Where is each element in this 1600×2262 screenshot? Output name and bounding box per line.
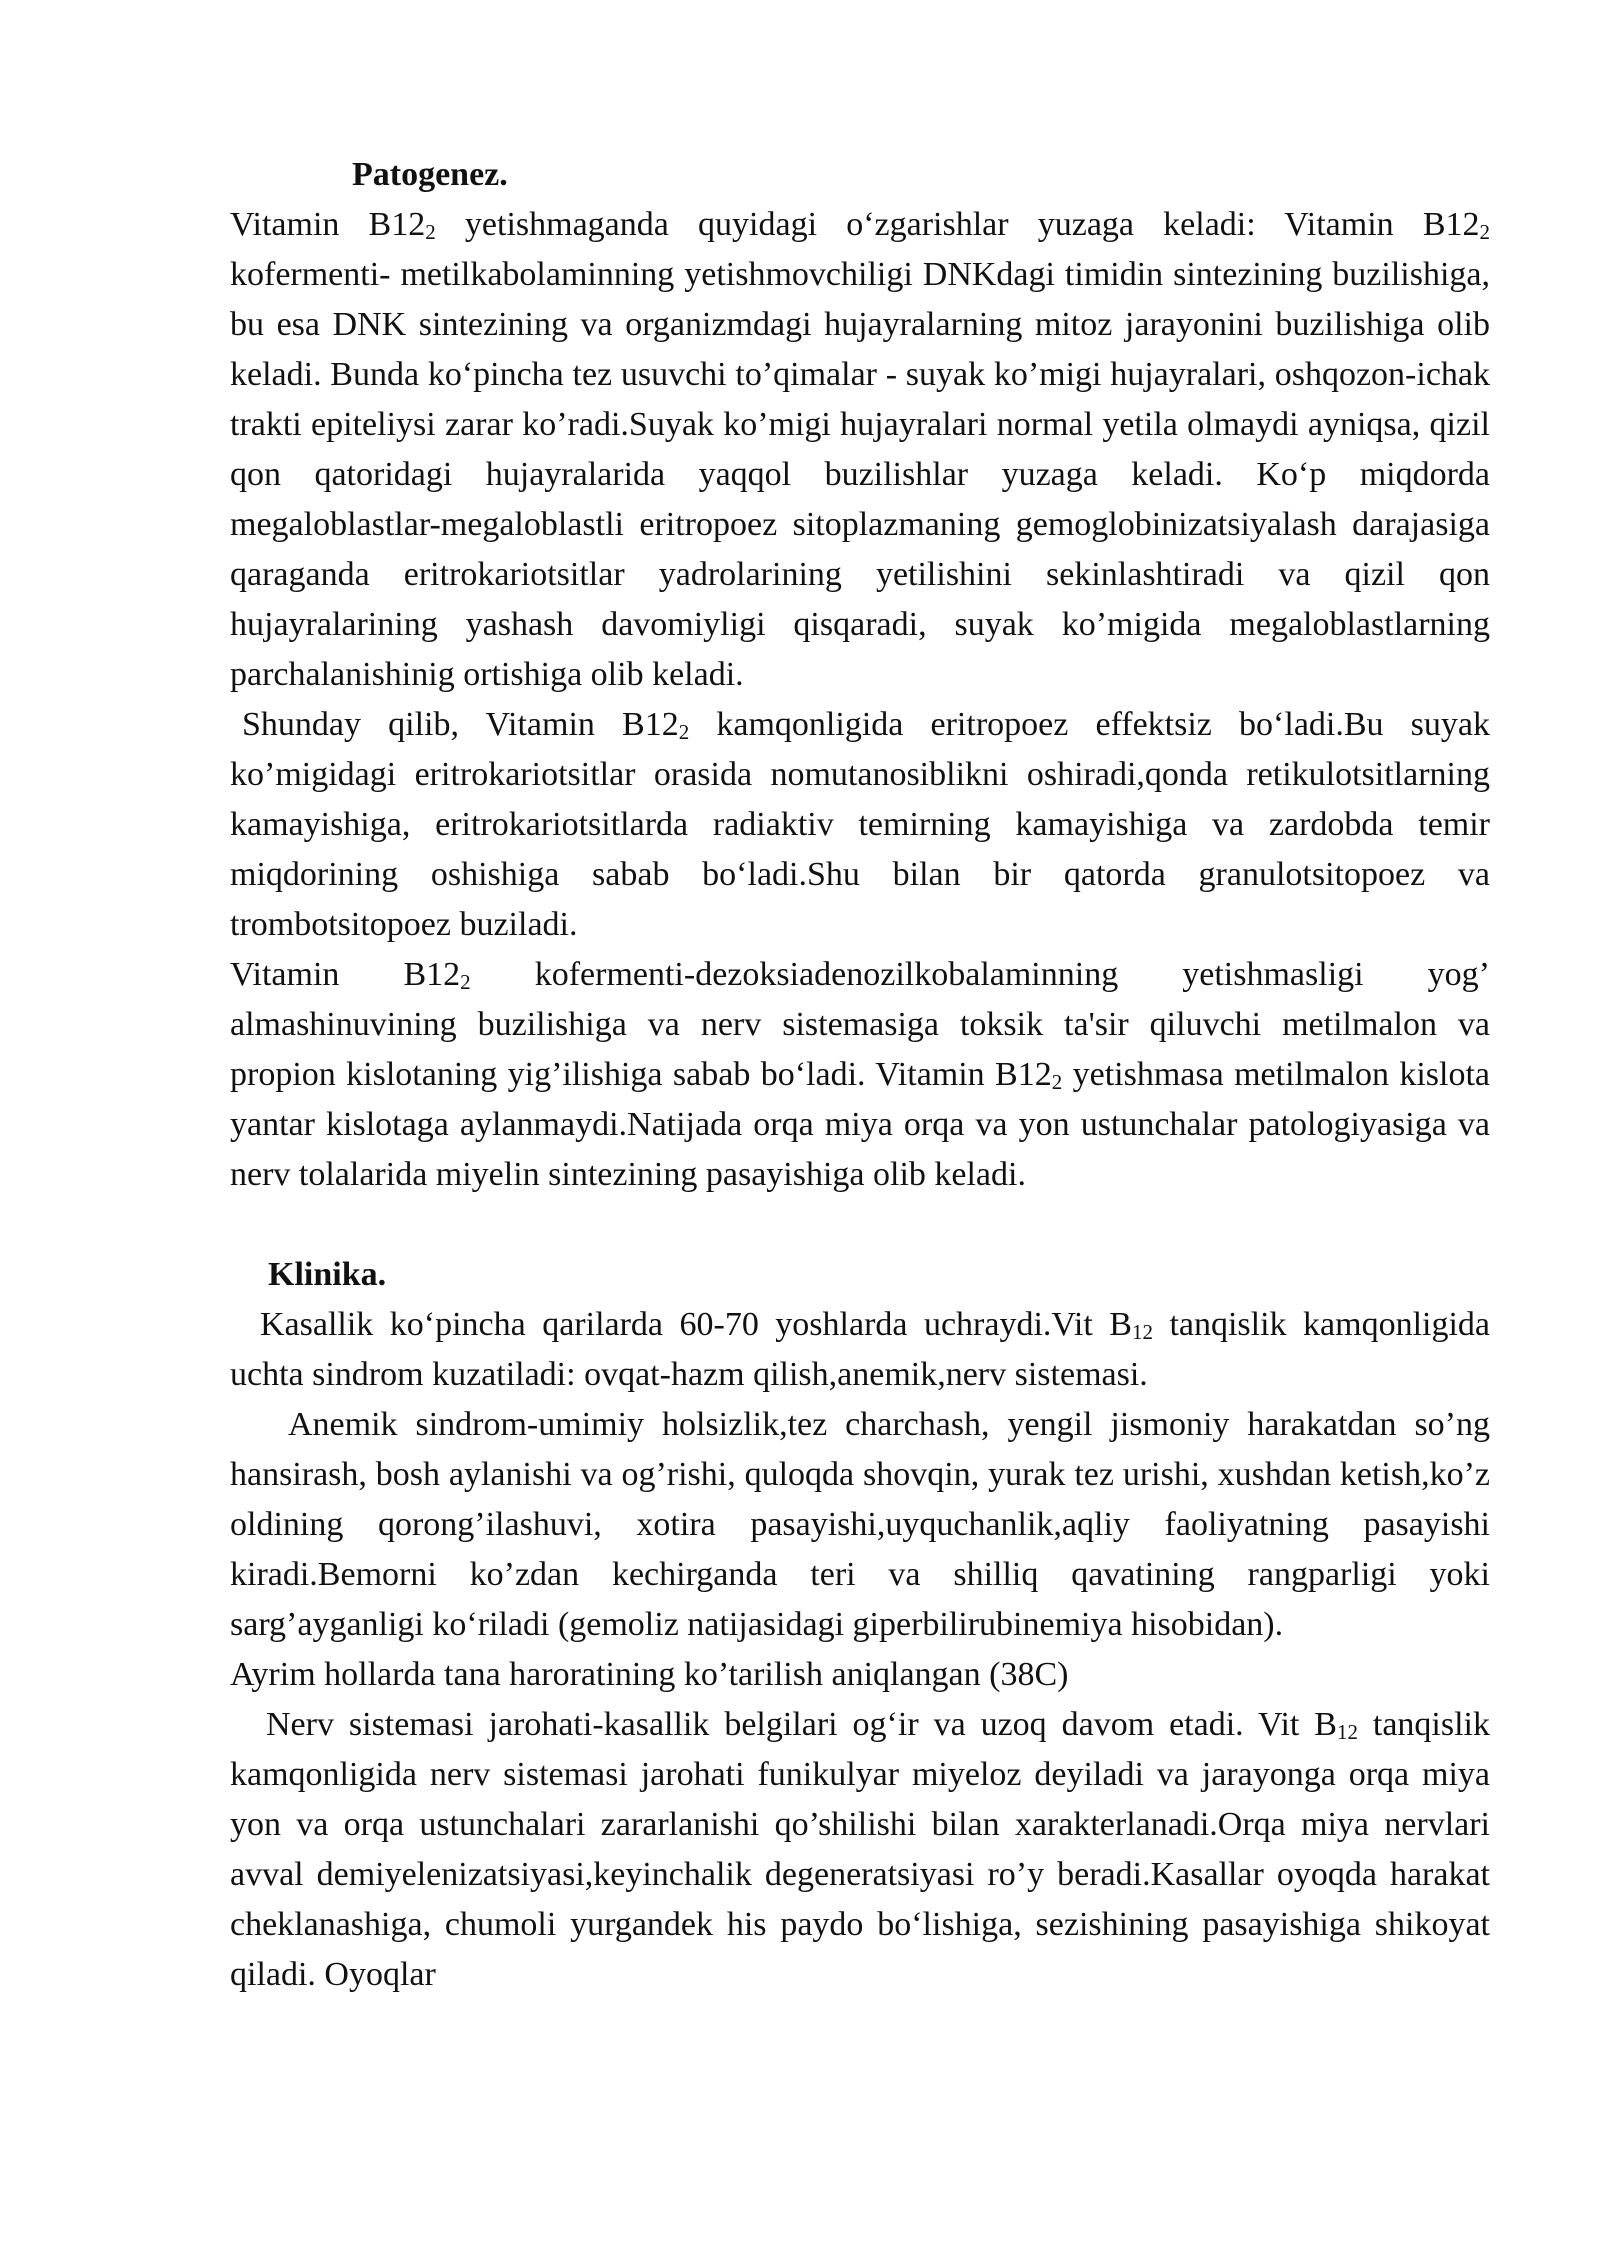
paragraph-patogenez-1: Vitamin $B12_2$ yetishmaganda quyidagi o‘zgarishlar yuzaga keladi: Vitamin $B12_2$ kofermenti- metilkabolaminning yetishmovchiligi DNKdagi timidin sintezining buzilishiga, bu esa DNK sintezining va organizmdagi hujayralarning mitoz jarayonini buzilishiga olib keladi. Bunda ko‘pincha tez usuvchi to’qimalar - suyak ko’migi hujayralari, oshqozon-ichak trakti epiteliysi zarar ko’radi.Suyak ko’migi hujayralari normal yetila olmaydi ayniqsa, qizil qon qatoridagi hujayralarida yaqqol buzilishlar yuzaga keladi. Ko‘p miqdorda megaloblastlar-megaloblastli eritropoez sitoplazmaning gemoglobinizatsiyalash darajasiga qaraganda eritrokariotsitlar yadrolarining yetilishini sekinlashtiradi va qizil qon hujayralarining yashash davomiyligi qisqaradi, suyak ko’migida megaloblastlarning parchalanishinig ortishiga olib keladi. [230,206,1490,693]
section-heading-klinika: Klinika. [268,1256,387,1293]
paragraph-patogenez-3: Vitamin $B12_2$ kofermenti-dezoksiadenozilkobalaminning yetishmasligi yog’ almashinuvining buzilishiga va nerv sistemasiga toksik ta'sir qiluvchi metilmalon va propion kislotaning yig’ilishiga sabab bo‘ladi. Vitamin $B12_2$ yetishmasa metilmalon kislota yantar kislotaga aylanmaydi.Natijada orqa miya orqa va yon ustunchalar patologiyasiga va nerv tolalarida miyelin sintezining pasayishiga olib keladi. [230,956,1490,1193]
paragraph-klinika-1: Kasallik ko‘pincha qarilarda 60-70 yoshlarda uchraydi.Vit $B_{12}$ tanqislik kamqonligida uchta sindrom kuzatiladi: ovqat-hazm qilish,anemik,nerv sistemasi. [230,1306,1490,1393]
paragraph-klinika-4: Nerv sistemasi jarohati-kasallik belgilari og‘ir va uzoq davom etadi. Vit $B_{12}$ tanqislik kamqonligida nerv sistemasi jarohati funikulyar miyeloz deyiladi va jarayonga orqa miya yon va orqa ustunchalari zararlanishi qo’shilishi bilan xarakterlanadi.Orqa miya nervlari avval demiyelenizatsiyasi,keyinchalik degeneratsiyasi ro’y beradi.Kasallar oyoqda harakat cheklanashiga, chumoli yurgandek his paydo bo‘lishiga, sezishining pasayishiga shikoyat qiladi. Oyoqlar [230,1706,1491,1993]
paragraph-klinika-2: Anemik sindrom-umimiy holsizlik,tez charchash, yengil jismoniy harakatdan so’ng hansirash, bosh aylanishi va og’rishi, quloqda shovqin, yurak tez urishi, xushdan ketish,ko’z oldining qorong’ilashuvi, xotira pasayishi,uyquchanlik,aqliy faoliyatning pasayishi kiradi.Bemorni ko’zdan kechirganda teri va shilliq qavatining rangparligi yoki sarg’ayganligi ko‘riladi (gemoliz natijasidagi giperbilirubinemiya hisobidan). [230,1406,1490,1643]
paragraph-klinika-3: Ayrim hollarda tana haroratining ko’tarilish aniqlangan (38C) [230,1656,1069,1693]
section-gap [230,1200,1490,1250]
document-page [230,150,1490,2000]
paragraph-patogenez-2: Shunday qilib, Vitamin $B12_2$ kamqonligida eritropoez effektsiz bo‘ladi.Bu suyak ko’migidagi eritrokariotsitlar orasida nomutanosiblikni oshiradi,qonda retikulotsitlarning kamayishiga, eritrokariotsitlarda radiaktiv temirning kamayishiga va zardobda temir miqdorining oshishiga sabab bo‘ladi.Shu bilan bir qatorda granulotsitopoez va trombotsitopoez buziladi. [230,706,1491,943]
section-heading-patogenez: Patogenez. [352,156,508,193]
